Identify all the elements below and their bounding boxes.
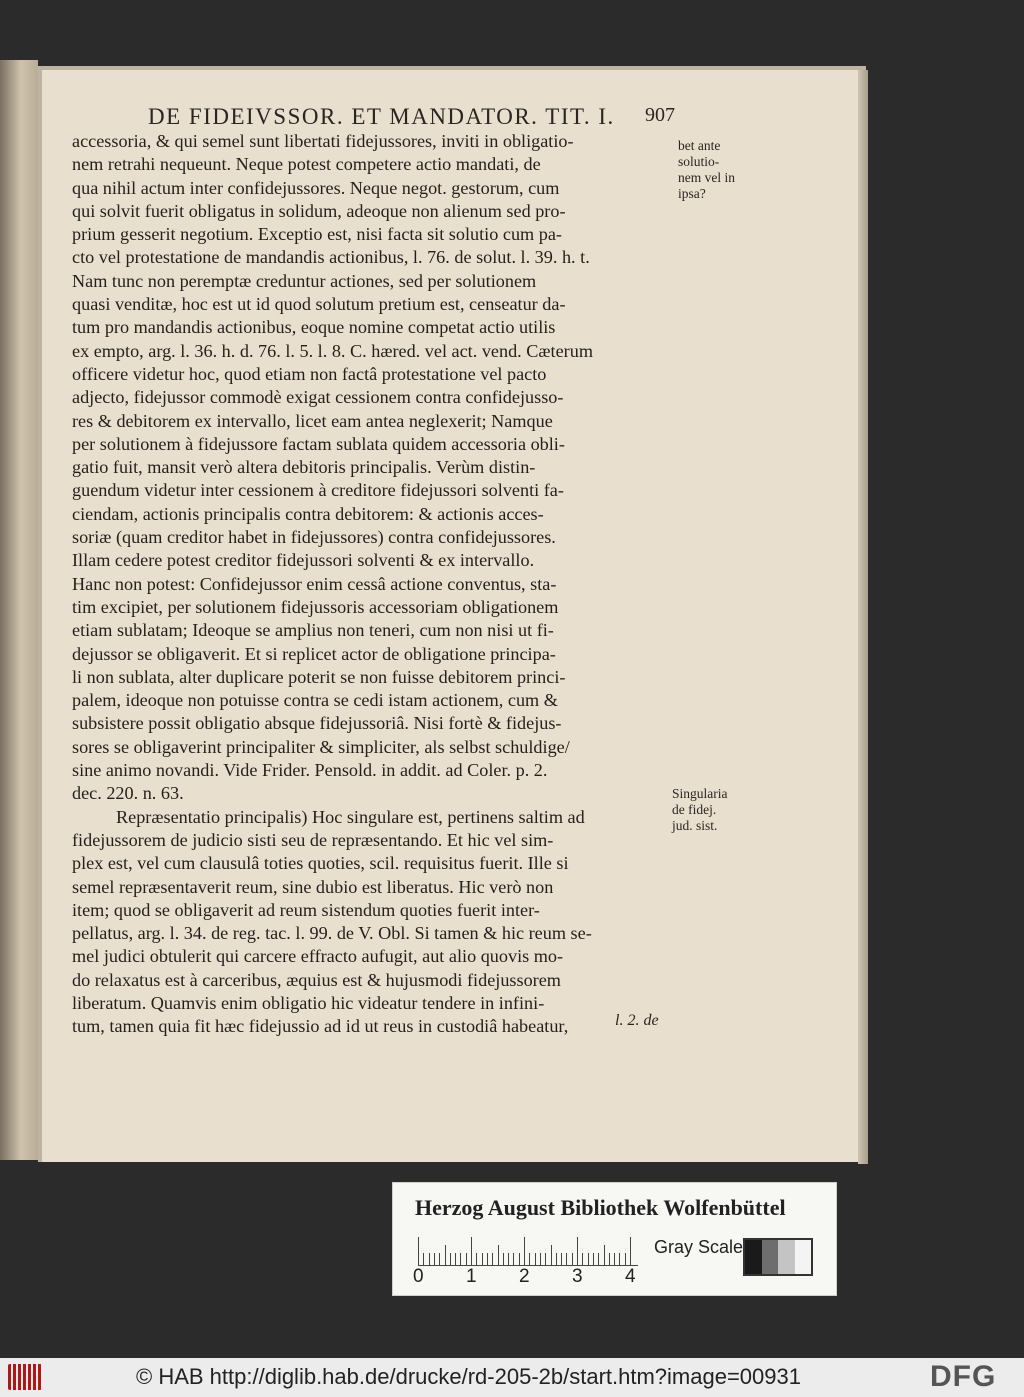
text-line: adjecto, fidejussor commodè exigat cessionem contra confidejusso- bbox=[72, 387, 564, 408]
ruler-tick bbox=[455, 1253, 456, 1265]
text-line: fidejussorem de judicio sisti seu de repræsentando. Et hic vel sim- bbox=[72, 829, 554, 850]
text-line: semel repræsentaverit reum, sine dubio est liberatus. Hic verò non bbox=[72, 876, 554, 897]
margin-note-line: bet ante bbox=[678, 138, 721, 153]
running-head: DE FIDEIVSSOR. ET MANDATOR. TIT. I. bbox=[148, 104, 615, 129]
text-line: pellatus, arg. l. 34. de reg. tac. l. 99. de V. Obl. Si tamen & hic reum se- bbox=[72, 923, 592, 944]
ruler-tick bbox=[582, 1253, 583, 1265]
ruler-tick bbox=[476, 1253, 477, 1265]
previous-page-edge bbox=[0, 60, 38, 1160]
text-line: res & debitorem ex intervallo, licet eam antea neglexerit; Namque bbox=[72, 410, 553, 431]
text-line: qui solvit fuerit obligatus in solidum, adeoque non alienum sed pro- bbox=[72, 200, 566, 221]
margin-note-line: solutio- bbox=[678, 154, 720, 169]
ruler-tick bbox=[519, 1253, 520, 1265]
ruler-tick bbox=[450, 1253, 451, 1265]
text-line: Nam tunc non peremptæ creduntur actiones, sed per solutionem bbox=[72, 270, 537, 291]
ruler-tick bbox=[418, 1237, 419, 1265]
text-line: sores se obligaverint principaliter & simpliciter, als selbst schuldige/ bbox=[72, 736, 570, 757]
text-line: nem retrahi nequeunt. Neque potest competere actio mandati, de bbox=[72, 154, 541, 175]
ruler-tick bbox=[445, 1245, 446, 1265]
margin-note-line: Singularia bbox=[672, 786, 728, 801]
library-label bbox=[393, 1183, 836, 1295]
text-line: palem, ideoque non potuisse contra se cedi istam actionem, cum & bbox=[72, 690, 558, 711]
ruler-tick bbox=[577, 1237, 578, 1265]
margin-note-line: de fidej. bbox=[672, 802, 717, 817]
page-number: 907 bbox=[645, 104, 675, 126]
scale-number: 2 bbox=[519, 1266, 530, 1287]
copyright-link[interactable]: © HAB http://diglib.hab.de/drucke/rd-205-2b/start.htm?image=00931 bbox=[136, 1364, 801, 1389]
text-line: prium gesserit negotium. Exceptio est, nisi facta sit solutio cum pa- bbox=[72, 224, 562, 245]
text-line: tim excipiet, per solutionem fidejussoris accessoriam obligationem bbox=[72, 596, 559, 617]
ruler-tick bbox=[609, 1253, 610, 1265]
ruler-tick bbox=[604, 1245, 605, 1265]
scale-number: 3 bbox=[572, 1266, 583, 1287]
text-line: sine animo novandi. Vide Frider. Pensold. in addit. ad Coler. p. 2. bbox=[72, 760, 548, 781]
page-edge-shadow bbox=[858, 70, 868, 1164]
text-line: guendum videtur inter cessionem à creditore fidejussori solventi fa- bbox=[72, 480, 564, 501]
ruler-tick bbox=[466, 1253, 467, 1265]
gray-scale-swatches bbox=[743, 1238, 813, 1276]
ruler-tick bbox=[614, 1253, 615, 1265]
text-line: tum pro mandandis actionibus, eoque nomine competat actio utilis bbox=[72, 317, 556, 338]
ruler-tick bbox=[619, 1253, 620, 1265]
ruler-tick bbox=[551, 1245, 552, 1265]
text-line: quasi venditæ, hoc est ut id quod solutum pretium est, censeatur da- bbox=[72, 294, 566, 315]
text-line: ex empto, arg. l. 36. h. d. 76. l. 5. l. 8. C. hæred. vel act. vend. Cæterum bbox=[72, 340, 593, 361]
text-line: liberatum. Quamvis enim obligatio hic videatur tendere in infini- bbox=[72, 992, 545, 1013]
scale-number: 1 bbox=[466, 1266, 477, 1287]
text-line: per solutionem à fidejussore factam sublata quidem accessoria obli- bbox=[72, 433, 565, 454]
ruler-tick bbox=[498, 1245, 499, 1265]
text-line: soriæ (quam creditor habet in fidejussores) contra confidejussores. bbox=[72, 527, 556, 548]
text-line: do relaxatus est à carceribus, æquius est & hujusmodi fidejussorem bbox=[72, 969, 561, 990]
text-line: cto vel protestatione de mandandis actionibus, l. 76. de solut. l. 39. h. t. bbox=[72, 247, 590, 268]
ruler-tick bbox=[630, 1237, 631, 1265]
text-line: dec. 220. n. 63. bbox=[72, 783, 184, 804]
ruler-tick bbox=[625, 1253, 626, 1265]
library-name: Herzog August Bibliothek Wolfenbüttel bbox=[415, 1195, 786, 1220]
text-line: etiam sublatam; Ideoque se amplius non teneri, cum non nisi ut fi- bbox=[72, 620, 554, 641]
gray-scale-label: Gray Scale bbox=[654, 1237, 744, 1257]
ruler-tick bbox=[471, 1237, 472, 1265]
text-line: mel judici obtulerit qui carcere effracto aufugit, aut alio quovis mo- bbox=[72, 946, 564, 967]
margin-note-line: ipsa? bbox=[678, 186, 706, 201]
ruler-tick bbox=[503, 1253, 504, 1265]
gray-swatch bbox=[745, 1240, 762, 1274]
body-text bbox=[72, 130, 680, 1039]
text-line: tum, tamen quia fit hæc fidejussio ad id ut reus in custodiâ habeatur, bbox=[72, 1016, 569, 1037]
text-line: item; quod se obligaverit ad reum sistendum quoties fuerit inter- bbox=[72, 899, 540, 920]
ruler-tick bbox=[513, 1253, 514, 1265]
text-line: ciendam, actionis principalis contra debitorem: & actionis acces- bbox=[72, 503, 544, 524]
ruler-tick bbox=[572, 1253, 573, 1265]
ruler-tick bbox=[429, 1253, 430, 1265]
scale-number: 4 bbox=[625, 1266, 636, 1287]
scale-numbers bbox=[413, 1266, 658, 1290]
ruler-tick bbox=[566, 1253, 567, 1265]
text-line: subsistere possit obligatio absque fidejussoriâ. Nisi fortè & fidejus- bbox=[72, 713, 562, 734]
ruler-tick bbox=[535, 1253, 536, 1265]
ruler-tick bbox=[540, 1253, 541, 1265]
ruler-tick bbox=[593, 1253, 594, 1265]
ruler-tick bbox=[434, 1253, 435, 1265]
margin-note-lower bbox=[672, 786, 728, 834]
ruler-tick bbox=[492, 1253, 493, 1265]
scale-ruler bbox=[418, 1235, 638, 1266]
ruler-tick bbox=[460, 1253, 461, 1265]
text-line: plex est, vel cum clausulâ toties quoties, scil. requisitus fuerit. Ille si bbox=[72, 853, 569, 874]
catchword: l. 2. de bbox=[615, 1012, 659, 1029]
gray-swatch bbox=[795, 1240, 812, 1274]
ruler-tick bbox=[545, 1253, 546, 1265]
footer-bar bbox=[0, 1358, 1024, 1397]
text-line: officere videtur hoc, quod etiam non factâ protestatione vel pacto bbox=[72, 363, 547, 384]
ruler-tick bbox=[561, 1253, 562, 1265]
text-line: accessoria, & qui semel sunt libertati fidejussores, inviti in obligatio- bbox=[72, 131, 574, 151]
ruler-tick bbox=[423, 1253, 424, 1265]
scale-number: 0 bbox=[413, 1266, 424, 1287]
ruler-tick bbox=[588, 1253, 589, 1265]
text-line: dejussor se obligaverit. Et si replicet actor de obligatione principa- bbox=[72, 643, 556, 664]
text-line: Repræsentatio principalis) Hoc singulare est, pertinens saltim ad bbox=[116, 806, 585, 827]
ruler-tick bbox=[487, 1253, 488, 1265]
gray-swatch bbox=[778, 1240, 795, 1274]
ruler-tick bbox=[439, 1253, 440, 1265]
ruler-tick bbox=[556, 1253, 557, 1265]
ruler-tick bbox=[529, 1253, 530, 1265]
ruler-tick bbox=[524, 1237, 525, 1265]
ruler-tick bbox=[482, 1253, 483, 1265]
text-line: li non sublata, alter duplicare poterit se non fuisse debitorem princi- bbox=[72, 666, 566, 687]
text-line: gatio fuit, mansit verò altera debitoris principalis. Verùm distin- bbox=[72, 457, 536, 478]
ruler-tick bbox=[598, 1253, 599, 1265]
barcode-icon bbox=[8, 1364, 42, 1390]
text-line: Hanc non potest: Confidejussor enim cessâ actione conventus, sta- bbox=[72, 573, 557, 594]
ruler-tick bbox=[508, 1253, 509, 1265]
margin-note-line: nem vel in bbox=[678, 170, 735, 185]
gray-swatch bbox=[762, 1240, 779, 1274]
text-line: Illam cedere potest creditor fidejussori solventi & ex intervallo. bbox=[72, 550, 535, 571]
text-line: qua nihil actum inter confidejussores. Neque negot. gestorum, cum bbox=[72, 177, 560, 198]
margin-note-upper bbox=[678, 138, 735, 202]
margin-note-line: jud. sist. bbox=[672, 818, 718, 833]
dfg-logo: DFG bbox=[930, 1360, 997, 1393]
